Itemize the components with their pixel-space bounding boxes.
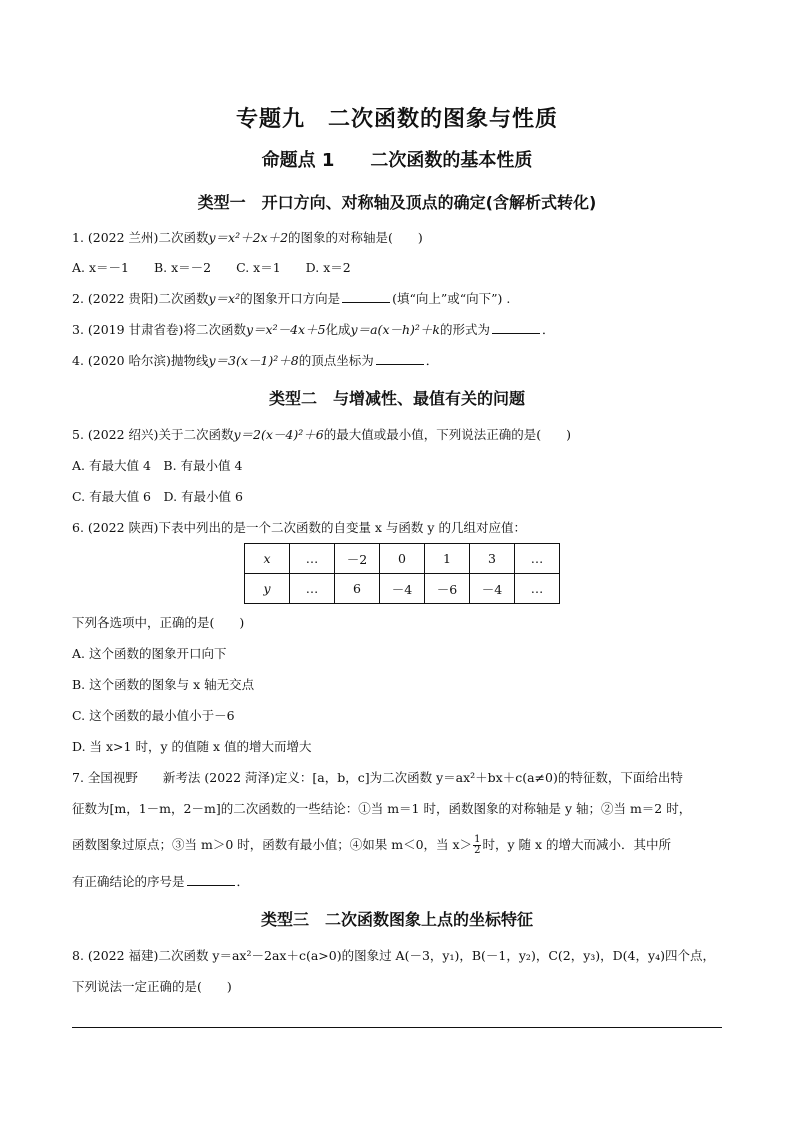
table-cell: 3 — [470, 544, 515, 574]
question-1-options: A. x＝－1 B. x＝－2 C. x＝1 D. x＝2 — [72, 260, 351, 275]
answer-blank — [187, 873, 235, 886]
question-7-line-4: 有正确结论的序号是 ． — [72, 874, 250, 889]
section-heading-2: 类型二 与增减性、最值有关的问题 — [268, 389, 525, 408]
section-heading-1: 类型一 开口方向、对称轴及顶点的确定(含解析式转化) — [197, 193, 597, 212]
table-cell: －2 — [335, 544, 380, 574]
table-cell: －4 — [470, 574, 515, 604]
value-table — [244, 543, 560, 604]
answer-blank — [492, 321, 540, 334]
question-8-line-2: 下列说法一定正确的是( ) — [72, 979, 232, 994]
question-6-prompt: 下列各选项中，正确的是( ) — [72, 615, 245, 630]
question-6-option-d: D. 当 x>1 时，y 的值随 x 值的增大而增大 — [72, 739, 312, 754]
table-cell: －4 — [380, 574, 425, 604]
question-5-options-ab: A. 有最大值 4 B. 有最小值 4 — [72, 458, 243, 473]
table-cell: … — [515, 574, 560, 604]
question-6-option-b: B. 这个函数的图象与 x 轴无交点 — [72, 677, 255, 692]
question-7-line-2: 征数为[m，1－m，2－m]的二次函数的一些结论：①当 m＝1 时，函数图象的对称轴是 y 轴；②当 m＝2 时， — [72, 801, 692, 816]
table-cell: 6 — [335, 574, 380, 604]
question-2-stem: 2. (2022 贵阳)二次函数y＝x²的图象开口方向是 (填“向上”或“向下”) . — [72, 291, 511, 306]
question-3-stem: 3. (2019 甘肃省卷)将二次函数y＝x²－4x＋5化成y＝a(x－h)²＋k的形式为 ． — [72, 322, 555, 337]
topic-subtitle: 命题点 1 二次函数的基本性质 — [261, 150, 533, 171]
question-6-stem: 6. (2022 陕西)下表中列出的是一个二次函数的自变量 x 与函数 y 的几组对应值： — [72, 520, 526, 535]
table-cell: … — [290, 574, 335, 604]
question-6-option-a: A. 这个函数的图象开口向下 — [72, 646, 227, 661]
page-title: 专题九 二次函数的图象与性质 — [235, 107, 558, 132]
table-cell: y — [245, 574, 290, 604]
section-heading-3: 类型三 二次函数图象上点的坐标特征 — [260, 910, 533, 929]
table-cell: 0 — [380, 544, 425, 574]
answer-blank — [342, 290, 390, 303]
table-row — [245, 544, 560, 574]
table-cell: … — [515, 544, 560, 574]
question-7-line-3: 函数图象过原点；③当 m＞0 时，函数有最小值；④如果 m＜0，当 x＞ $\frac{1}{2}$ 时，y 随 x 的增大而减小．其中所 — [72, 834, 671, 856]
question-6-option-c: C. 这个函数的最小值小于－6 — [72, 708, 235, 723]
question-5-options-cd: C. 有最大值 6 D. 有最小值 6 — [72, 489, 243, 504]
table-cell: 1 — [425, 544, 470, 574]
table-cell: －6 — [425, 574, 470, 604]
fraction-one-half: $\frac{1}{2}$ — [474, 834, 481, 856]
answer-blank — [376, 352, 424, 365]
question-7-line-1: 7. 全国视野 新考法 (2022 菏泽)定义：[a，b，c]为二次函数 y＝ax²＋bx＋c(a≠0)的特征数，下面给出特 — [72, 770, 683, 785]
question-5-stem: 5. (2022 绍兴)关于二次函数y＝2(x－4)²＋6的最大值或最小值，下列说法正确的是( ) — [72, 427, 571, 442]
table-cell: … — [290, 544, 335, 574]
footer-divider — [72, 1027, 722, 1028]
table-cell: x — [245, 544, 290, 574]
question-8-line-1: 8. (2022 福建)二次函数 y＝ax²－2ax＋c(a>0)的图象过 A(－3，y₁)，B(－1，y₂)，C(2，y₃)，D(4，y₄)四个点， — [72, 948, 715, 963]
question-4-stem: 4. (2020 哈尔滨)抛物线y＝3(x－1)²＋8的顶点坐标为 ． — [72, 353, 439, 368]
question-1-stem: 1. (2022 兰州)二次函数y＝x²＋2x＋2的图象的对称轴是( ) — [72, 230, 423, 245]
table-row — [245, 574, 560, 604]
